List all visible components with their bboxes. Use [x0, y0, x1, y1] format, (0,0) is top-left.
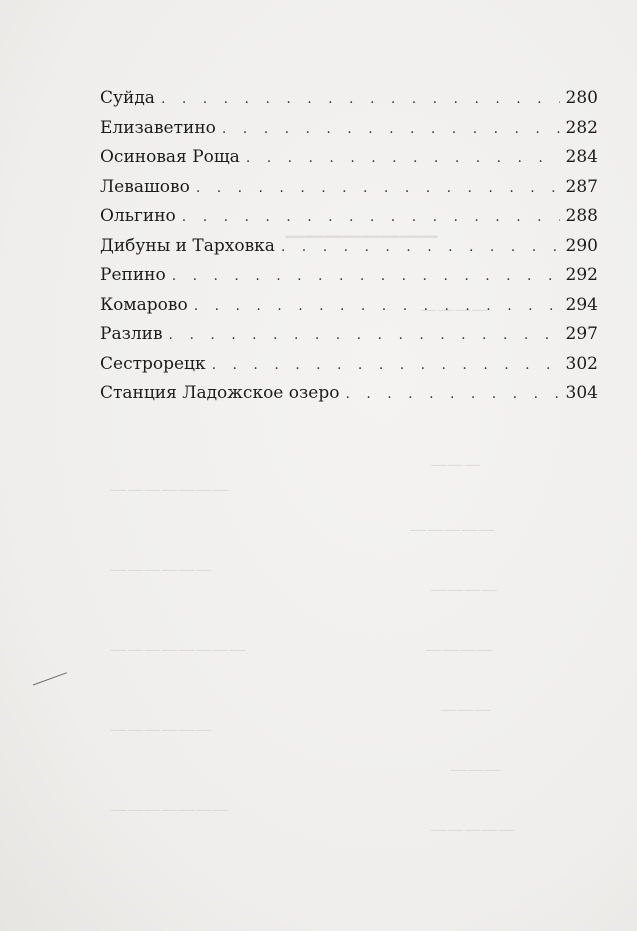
- toc-entry[interactable]: [100, 84, 598, 114]
- dot-leader: [196, 174, 560, 204]
- toc-entry-title: Комарово: [100, 294, 188, 315]
- toc-entry[interactable]: [100, 261, 598, 291]
- pencil-mark: [33, 672, 71, 697]
- toc-entry-page: 297: [565, 324, 598, 344]
- toc-entry-title: Дибуны и Тарховка: [100, 235, 275, 256]
- toc-entry-title: Сестрорецк: [100, 353, 206, 374]
- toc-entry[interactable]: [100, 114, 598, 144]
- toc-entry-page: 282: [565, 117, 598, 138]
- table-of-contents: [100, 84, 598, 409]
- toc-entry[interactable]: [100, 173, 598, 203]
- toc-entry-title: Репино: [100, 265, 166, 285]
- toc-entry[interactable]: [100, 232, 598, 262]
- toc-entry-title: Левашово: [100, 176, 190, 197]
- toc-entry[interactable]: [100, 320, 598, 350]
- toc-entry-page: 290: [565, 235, 598, 256]
- toc-entry[interactable]: [100, 143, 598, 173]
- toc-entry-page: 280: [565, 88, 598, 108]
- toc-entry-title: Станция Ладожское озеро: [100, 383, 340, 403]
- toc-entry-title: Разлив: [100, 324, 163, 344]
- toc-entry[interactable]: [100, 379, 598, 409]
- dot-leader: [281, 233, 560, 263]
- toc-entry-page: 302: [565, 353, 598, 374]
- toc-entry-page: 294: [565, 294, 598, 315]
- toc-entry-title: Елизаветино: [100, 117, 216, 138]
- dot-leader: [161, 85, 560, 115]
- toc-entry[interactable]: [100, 350, 598, 380]
- toc-entry-page: 292: [565, 265, 598, 285]
- dot-leader: [194, 292, 560, 322]
- toc-entry-page: 288: [565, 206, 598, 226]
- dot-leader: [222, 115, 560, 145]
- dot-leader: [169, 321, 560, 351]
- dot-leader: [246, 144, 560, 174]
- bleed-through-background: ──────── ———— ——— ————— ———— ———— ——— ——— ————— ——————— —————— ———————— —————— ———————: [110, 220, 515, 840]
- toc-entry-page: 304: [565, 383, 598, 403]
- toc-entry-page: 287: [565, 176, 598, 197]
- toc-entry-title: Ольгино: [100, 206, 176, 226]
- dot-leader: [212, 351, 560, 381]
- dot-leader: [182, 203, 560, 233]
- dot-leader: [172, 262, 560, 292]
- toc-entry-title: Суйда: [100, 88, 155, 108]
- toc-entry[interactable]: [100, 202, 598, 232]
- toc-entry-title: Осиновая Роща: [100, 147, 240, 167]
- toc-entry[interactable]: [100, 291, 598, 321]
- dot-leader: [345, 380, 559, 410]
- toc-entry-page: 284: [565, 147, 598, 167]
